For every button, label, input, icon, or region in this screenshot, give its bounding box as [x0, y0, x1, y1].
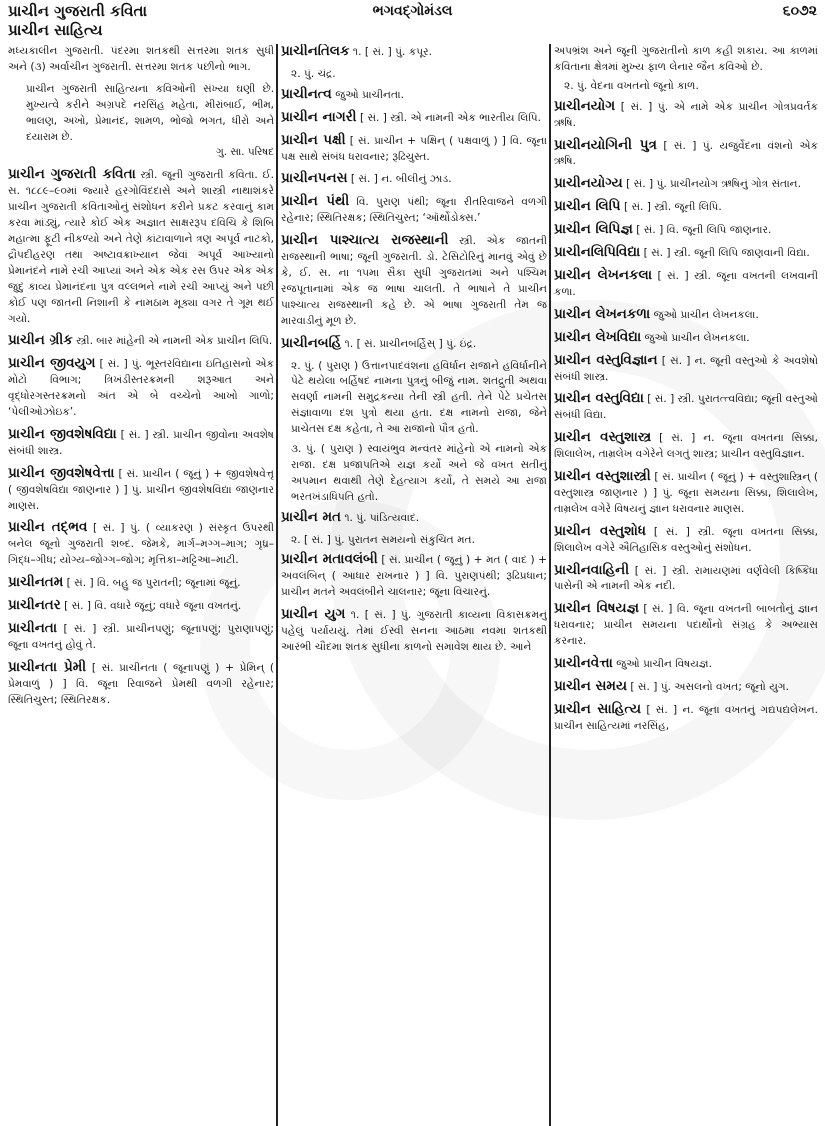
dictionary-entry [8, 167, 274, 327]
entry-headword: પ્રાચીન લેખવિદ્યા [554, 328, 642, 345]
dictionary-title: ભગવદ્ગોમંડલ [372, 3, 453, 19]
dictionary-entry [281, 133, 547, 166]
guide-word-first: પ્રાચીન ગુજરાતી કવિતા [8, 2, 148, 20]
entry-headword: પ્રાચીન લિપિ [554, 198, 621, 215]
entry-definition: ૧. [ સં. પ્રાચીનબર્હિસ્ ] પું. ઇંદ્ર. [344, 337, 477, 350]
dictionary-entry [281, 87, 547, 104]
dictionary-entry [554, 601, 818, 650]
entry-definition: [ સં. પ્રાચીન ( જૂનું ) + મત ( વાદ ) + અવલંબિન્ ( આધાર રાખનાર ) ] વિ. પુરાણપંથી; રૂઢિપ્રધાન; પ્રાચીન મતને અવલંબીને ચાલનાર; જૂના વિચારનું. [281, 554, 547, 599]
entry-definition: [ સં. પ્રાચીન + પક્ષિન્ ( પક્ષવાળું ) ] વિ. જૂના પક્ષ સાથે સંબંધ ધરાવનાર; રૂઢિચુસ્ત. [281, 134, 547, 163]
dictionary-entry [8, 575, 274, 592]
entry-definition: [ સં. ] ન. જૂના વખતનું ગદ્યપદ્યલેખન. પ્રાચીન સાહિત્યમાં નરસિંહ, [554, 703, 818, 732]
entry-definition: [ સં. ] પું. ( વ્યાકરણ ) સંસ્કૃત ઉપરથી બનેલ જૂનો ગુજરાતી શબ્દ. જેમકે, માર્ગ–મગ્ગ–માગ; ગૃધ્ર–ગિદ્ધ–ગીધ; યોગ્ય–જોગ્ગ–જોગ; મૃત્તિકા–મટ્ટિઆ–માટી. [8, 522, 274, 567]
entry-headword: પ્રાચીન વસ્તુવિદ્યા [554, 390, 644, 407]
page-header [0, 0, 825, 42]
entry-headword: પ્રાચીનતર [8, 597, 61, 614]
dictionary-entry [554, 391, 818, 424]
page-number: ૬૦૭૨ [782, 3, 817, 19]
entry-headword: પ્રાચીનવેત્તા [554, 655, 613, 672]
dictionary-entry [281, 110, 547, 127]
dictionary-entry [554, 176, 818, 193]
entry-list [281, 44, 547, 656]
dictionary-entry [8, 598, 274, 615]
entry-sense: ૩. પું. ( પુરાણ ) સ્વાયંભુવ મન્વંતર માંહેનો એ નામનો એક રાજા. દક્ષ પ્રજાપતિએ યજ્ઞ કર્યો અને જે વખત સતીનું અપમાન થવાથી તેણે દેહત્યાગ કર્યો, તે સમયે આ રાજા ભરતખંડાધિપતિ હતો. [291, 443, 547, 503]
dictionary-entry [281, 552, 547, 601]
dictionary-entry [281, 607, 547, 656]
entry-headword: પ્રાચીનતા પ્રેમી [8, 658, 87, 675]
entry-definition: [ સં. ] વિ. જૂની લિપિ જાણનાર. [636, 224, 772, 237]
entry-definition: [ સં. પ્રાચીન ( જૂનું ) + જીવશેષવેત્તૃ ( જીવશેષવિદ્યા જાણનાર ) ] પું. પ્રાચીન જીવશેષવિદ્યા જાણનાર માણસ. [8, 467, 274, 512]
entry-headword: પ્રાચીન ગુજરાતી કવિતા [8, 166, 136, 183]
entry-headword: પ્રાચીન મતાવલંબી [281, 551, 378, 568]
quotation-source: ગુ. સા. પરિષદ [216, 146, 274, 159]
column-2 [281, 44, 547, 1126]
entry-headword: પ્રાચીનયોગ [554, 97, 616, 114]
entry-definition: [ સં. ] સ્ત્રી. રામાયણમાં વર્ણવેલી કિષ્કિંધા પાસેની એ નામની એક નદી. [554, 564, 818, 593]
continued-text: મધ્યકાલીન ગુજરાતી. પંદરમા શતકથી સત્તરમા શતક સુધી અને (૩) અર્વાચીન ગુજરાતી. સત્તરમા શતક પછીનો ભાગ. [8, 45, 274, 73]
entry-definition: [ સં. પ્રાચીનતા ( જૂનાપણું ) + પ્રેમિન્ ( પ્રેમવાળું ) ] વિ. જૂના રિવાજને પ્રેમથી વળગી રહેનાર; સ્થિતિચુસ્ત; સ્થિતિરક્ષક. [8, 661, 274, 706]
entry-definition: [ સં. પ્રાચીન ( જૂનું ) + વસ્તુશાસ્ત્રિન્ ( વસ્તુશાસ્ત્ર જાણનાર ) ] પું. જૂના સમયના સિક્કા, શિલાલેખ, તામ્રલેખ વગેરે વિષયનું જ્ઞાન ધરાવનાર માણસ. [554, 471, 818, 515]
entry-headword: પ્રાચીનયોગિની પુત્ર [554, 136, 657, 153]
entry-definition: જુઓ પ્રાચીન લેખનકલા. [644, 331, 750, 344]
entry-headword: પ્રાચીન લિપિજ્ઞ [554, 221, 633, 238]
entry-headword: પ્રાચીન વસ્તુશોધ [554, 522, 646, 539]
entry-definition: [ સં. ] પું. ભૂસ્તરવિદ્યાના ઇતિહાસનો એક મોટો વિભાગ; ત્રિખંડીસ્તરક્રમની શરૂઆત અને વૃદ્ધોરગસ્તરક્રમનો અંત એ બે વચ્ચેનો આખો ગાળો; ‘પેલીઓઝોઇક’. [8, 358, 274, 419]
entry-headword: પ્રાચીનતમ [8, 574, 64, 591]
dictionary-entry [8, 520, 274, 569]
entry-headword: પ્રાચીન વસ્તુશાસ્ત્રી [554, 468, 651, 485]
dictionary-entry [281, 194, 547, 227]
guide-word-last: પ્રાચીન સાહિત્ય [8, 21, 103, 39]
entry-definition: [ સં. ] વિ. બહુ જ પુરાતની; જૂનામાં જૂનું. [66, 577, 241, 590]
entry-headword: પ્રાચીનતા [8, 620, 58, 636]
entry-headword: પ્રાચીન વિષયજ્ઞ [554, 600, 639, 617]
dictionary-entry [554, 679, 818, 696]
dictionary-entry [554, 469, 818, 518]
dictionary-entry [554, 99, 818, 132]
dictionary-entry [554, 330, 818, 347]
entry-headword: પ્રાચીન ગ્રીક [8, 332, 73, 349]
entry-definition: જુઓ પ્રાચીન લેખનકલા. [653, 308, 759, 321]
entry-definition: જુઓ પ્રાચીનતા. [335, 88, 404, 101]
entry-headword: પ્રાચીન લેખનકળા [554, 305, 651, 322]
dictionary-entry [281, 510, 547, 527]
entry-definition: ૧. પું. પાંડિત્યવાદ. [344, 511, 420, 524]
entry-headword: પ્રાચીનયોગ્ય [554, 175, 623, 192]
entry-definition: ૧. [ સં. ] પું. કપૂર. [352, 46, 432, 58]
entry-headword: પ્રાચીન સાહિત્ય [554, 700, 642, 717]
entry-definition: [ સં. ] સ્ત્રી. જૂની લિપિ જાણવાની વિદ્યા. [643, 247, 810, 260]
entry-headword: પ્રાચીન પંથી [281, 193, 350, 210]
entry-headword: પ્રાચીન જીવયુગ [8, 355, 96, 372]
entry-definition: [ સં. ] વિ. જૂના વખતની બાબતોનું જ્ઞાન ધરાવનાર; પ્રાચીન સમયના પદાર્થોનો સંગ્રહ કે અભ્યાસ કરનાર. [554, 603, 818, 648]
entry-definition: [ સં. ] સ્ત્રી. જૂના વખતના સિક્કા, શિલાલેખ વગેરે ઐતિહાસિક વસ્તુઓનું સંશોધન. [554, 525, 818, 554]
entry-headword: પ્રાચીન મત [281, 508, 341, 525]
entry-sense: ૨. [ સં. ] પું. પુરાતન સમયનો સંકુચિત મત. [291, 533, 475, 546]
entry-definition: [ સં. ] વિ. વધારે જૂનું; વધારે જૂના વખતનું. [64, 600, 242, 613]
dictionary-entry [554, 307, 818, 324]
entry-definition: જુઓ પ્રાચીન વિષયજ્ઞ. [616, 658, 712, 671]
dictionary-entry [554, 268, 818, 301]
entry-list [554, 99, 818, 735]
dictionary-entry [554, 138, 818, 171]
entry-headword: પ્રાચીન વસ્તુવિજ્ઞાન [554, 351, 658, 368]
dictionary-entry [554, 563, 818, 596]
entry-headword: પ્રાચીન નાગરી [281, 108, 357, 125]
entry-definition: [ સં. ] પું. પ્રાચીનયોગ ઋષિનું ગોત્ર સંતાન. [626, 178, 801, 191]
entry-headword: પ્રાચીન પક્ષી [281, 131, 346, 148]
entry-definition: [ સં. ] ન. જૂના વખતના સિક્કા, શિલાલેખ, તામ્રલેખ વગેરેને લગતું શાસ્ત્ર; પ્રાચીન વસ્તુવિજ્ઞાન. [554, 432, 818, 461]
entry-headword: પ્રાચીન જીવશેષવિદ્યા [8, 425, 117, 442]
entry-headword: પ્રાચીનલિપિવિદ્યા [554, 244, 641, 261]
entry-headword: પ્રાચીન સમય [554, 678, 628, 694]
entry-headword: પ્રાચીન વસ્તુશાસ્ત્ર [554, 429, 652, 446]
entry-definition: [ સં. ] સ્ત્રી. જૂના વખતની લખવાની કળા. [554, 269, 818, 298]
quotation: પ્રાચીન ગુજરાતી સાહિત્યના કવિઓની સંખ્યા ઘણી છે. મુખ્યત્વે કરીને અગ્રપદે નરસિંહ મહેતા, મીરાંબાઈ, ભીમ, ભાલણ, અખો, પ્રેમાનંદ, શામળ, ભોજો ભગત, ધીરો અને દયારામ છે. [26, 82, 274, 143]
entry-definition: [ સં. ] પું. અસલનો વખત; જૂનો યુગ. [630, 681, 789, 693]
dictionary-entry [554, 222, 818, 239]
entry-headword: પ્રાચીનપનસ [281, 170, 348, 187]
column-3 [554, 44, 818, 1126]
entry-definition: [ સં. ] પું. એ નામે એક પ્રાચીન ગોત્રપ્રવર્તક ઋષિ. [554, 100, 818, 129]
entry-definition: [ સં. ] ન. બીલીનું ઝાડ. [350, 173, 452, 186]
entry-definition: [ સં. ] સ્ત્રી. પ્રાચીનપણું; જૂનાપણું; પુરાણાપણું; જૂના વખતનું હોવું તે. [8, 623, 274, 651]
dictionary-entry [8, 333, 274, 350]
dictionary-entry [281, 233, 547, 329]
continued-text: અપભ્રંશ અને જૂની ગુજરાતીનો કાળ કહી શકાય. આ કાળમાં કવિતાના ક્ષેત્રમાં મુખ્ય ફાળ લેનાર જૈન કવિઓ છે. [554, 45, 818, 73]
entry-headword: પ્રાચીન તદ્ભવ [8, 519, 88, 536]
dictionary-entry [8, 466, 274, 515]
dictionary-entry [554, 524, 818, 557]
entry-definition: [ સં. ] પું. યજુર્વેદના વંશનો એક ઋષિ. [554, 139, 818, 168]
entry-headword: પ્રાચીન યુગ [281, 606, 346, 623]
entry-definition: [ સં. ] સ્ત્રી. પુરાતત્ત્વવિદ્યા; જૂની વસ્તુઓ સંબંધી વિદ્યા. [554, 393, 818, 422]
entry-definition: [ સં. ] સ્ત્રી. એ નામની એક ભારતીય લિપિ. [359, 111, 541, 124]
dictionary-entry [8, 356, 274, 421]
entry-definition: વિ. પુરાણ પંથી; જૂના રીતરિવાજને વળગી રહેનાર; સ્થિતિરક્ષક; સ્થિતિચુસ્ત; ‘ઑર્થોડોક્સ.’ [281, 196, 547, 225]
entry-definition: [ સં. ] ન. જૂની વસ્તુઓ કે અવશેષો સંબંધી શાસ્ત્ર. [554, 354, 818, 383]
entry-headword: પ્રાચીન પાશ્ચાત્ય રાજસ્થાની [281, 232, 449, 249]
entry-definition: સ્ત્રી. એક જાતની રાજસ્થાની ભાષા; જૂની ગુજરાતી. ડો. ટેસિટોરિનું માનવું એવું છે કે, ઈ. સ. ના ૧૫મા સૈકા સુધી ગુજરાતમાં અને પશ્ચિમ રજપૂતાનામાં એક જ ભાષા ચાલતી. તે ભાષાને તે પ્રાચીન પાશ્ચાત્ય રાજસ્થાની કહે છે. એ ભાષા ગુજરાતી તેમ જ મારવાડીનું મૂળ છે. [281, 235, 547, 327]
dictionary-entry [554, 702, 818, 735]
entry-sense: ૨. પું. ( પુરાણ ) ઉત્તાનપાદવંશના હવિર્ધાન રાજાને હવિર્ધાનીને પેટે થયેલા બર્હિષદ નામના પુત્રનું બીજું નામ. શતદ્રુતી અથવા સવર્ણા નામની સમુદ્રકન્યા તેની સ્ત્રી હતી. તેને પેટે પ્રચેતસ સંજ્ઞાવાળા દશ પુત્રો થયા હતા. દક્ષ નામનો રાજા, જેને પ્રાચેતસ દક્ષ કહેતા, તે આ રાજાનો પૌત્ર હતો. [291, 359, 547, 436]
dictionary-entry [281, 171, 547, 188]
dictionary-entry [281, 44, 547, 61]
entry-definition: ૧. [ સં. ] પું. ગુજરાતી કાવ્યના વિકાસક્રમનું પહેલું પર્યાયયું. તેમાં ઈસ્વી સનના આઠમા નવમા શતકથી આરંભી ચૌદમા શતક સુધીના કાળનો સમાવેશ થાય છે. આને [281, 609, 547, 653]
entry-list [8, 167, 274, 708]
entry-headword: પ્રાચીનવાહિની [554, 561, 630, 578]
entry-definition: સ્ત્રી. બાર માંહેની એ નામની એક પ્રાચીન લિપિ. [76, 335, 273, 348]
dictionary-entry [554, 430, 818, 463]
dictionary-entry [281, 336, 547, 353]
dictionary-entry [554, 245, 818, 262]
entry-sense: ૨. પું. ચંદ્ર. [291, 67, 336, 80]
dictionary-entry [554, 353, 818, 386]
entry-headword: પ્રાચીન જીવશેષવેત્તા [8, 464, 115, 481]
column-1 [8, 44, 274, 1126]
dictionary-entry [8, 427, 274, 460]
entry-definition: સ્ત્રી. જૂની ગુજરાતી કવિતા. ઈ. સ. ૧૮૮૯–૯૦માં જ્યારે હરગોવિંદદાસે અને શાસ્ત્રી નાથાશંકરે પ્રાચીન ગુજરાતી કવિતાઓનું સંશોધન કરીને પ્રકટ કરવાનું કામ કરવા માંડ્યું, ત્યારે કોઈ એક અજ્ઞાત સાક્ષરરૂપ દવિચિ કે શિબિ મહાત્મા ફૂટી નીકળ્યો અને તેણે કાંટાવાળાને ત્રણ અપૂર્વ નાટકો, દ્રૌપદીહરણ તથા અષ્ટાવક્રાખ્યાન જેવાં અપૂર્વ આખ્યાનો પ્રેમાનંદને નામે રચી આપ્યાં અને એક એક રસ ઉપર એક એક જુદું કાવ્ય પ્રેમાનંદના પુત્ર વલ્લભને નામે રચી આપ્યું અને પછી કોઈ પણ જાતની નિશાની કે નામઠામ મૂક્યા વગર તે ગૂમ થઈ ગયો. [8, 169, 274, 325]
dictionary-entry [554, 656, 818, 673]
dictionary-columns [0, 44, 825, 1126]
dictionary-entry [554, 199, 818, 216]
dictionary-entry [8, 660, 274, 709]
entry-headword: પ્રાચીનબર્હિ [281, 334, 342, 351]
entry-definition: [ સં. ] સ્ત્રી. જૂની લિપિ. [623, 201, 722, 214]
entry-headword: પ્રાચીનતિલક [281, 44, 350, 59]
dictionary-entry [8, 621, 274, 654]
continued-sense: ૨. પું. વેદના વખતનો જૂનો કાળ. [564, 79, 699, 92]
entry-headword: પ્રાચીન લેખનકલા [554, 266, 652, 283]
entry-definition: [ સં. ] સ્ત્રી. પ્રાચીન જીવોના અવશેષ સંબંધી શાસ્ત્ર. [8, 428, 274, 457]
entry-headword: પ્રાચીનત્વ [281, 85, 332, 102]
